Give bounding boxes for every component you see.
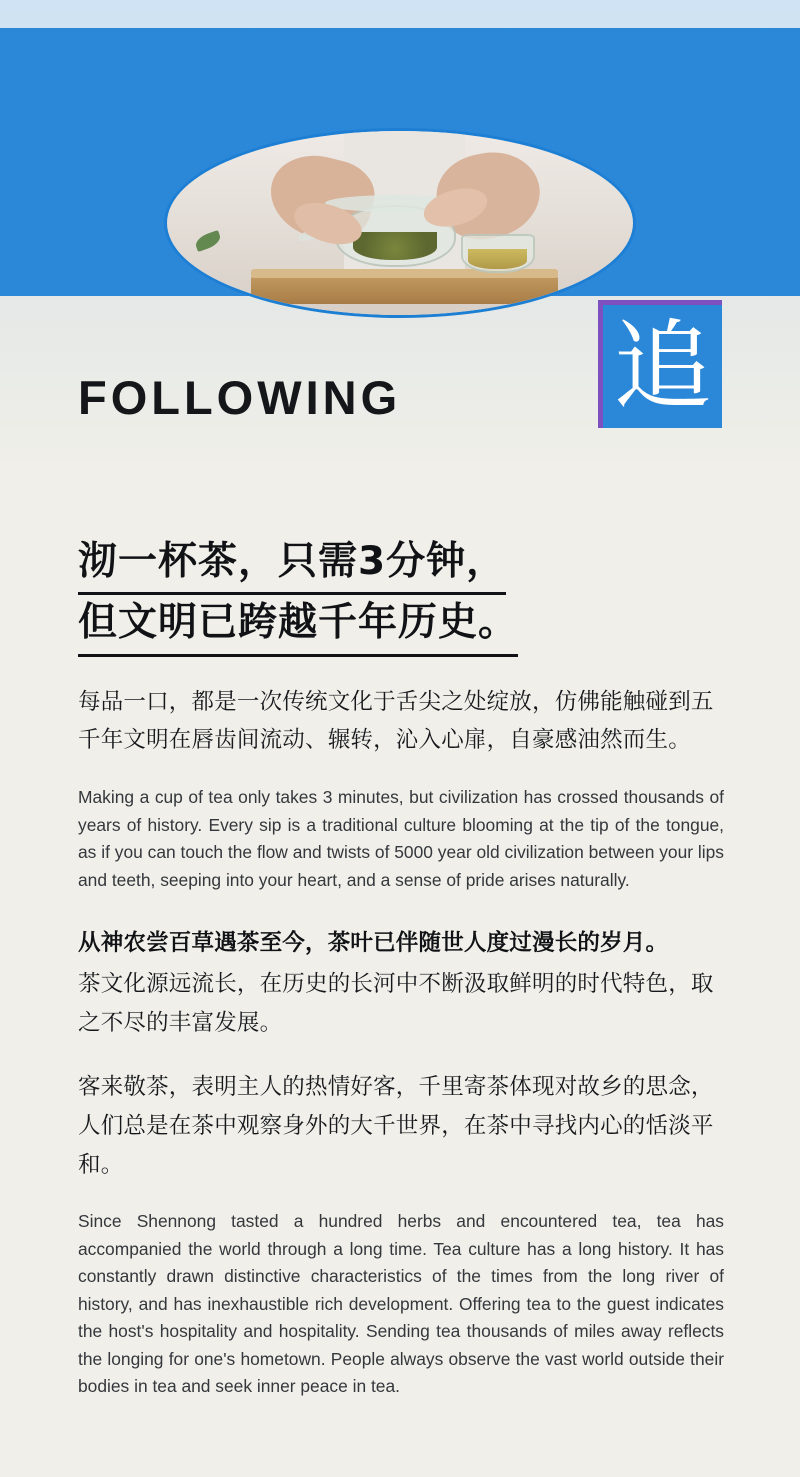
paragraph-en-intro: Making a cup of tea only takes 3 minutes, but civilization has crossed thousands of years of history. Every sip is a traditional culture blooming at the tip of the tongue, as if you can touch the flow and twists of 5000 year old civilization between your lips and teeth, seeping into your heart, and a sense of pride arises naturally. bbox=[78, 787, 724, 890]
cup-tea-liquid-shape bbox=[468, 249, 527, 268]
leaf-icon bbox=[193, 230, 222, 252]
header-graphic-band bbox=[0, 0, 800, 470]
wooden-tray-shape bbox=[251, 275, 559, 304]
kicker-following: FOLLOWING bbox=[78, 371, 402, 424]
tea-brew-shape bbox=[353, 232, 437, 260]
headline-line-2: 但文明已跨越千年历史。 bbox=[78, 595, 518, 656]
headline-line-1: 沏一杯茶，只需3分钟， bbox=[78, 534, 506, 595]
paragraph-cn-body-1: 茶文化源远流长，在历史的长河中不断汲取鲜明的时代特色，取之不尽的丰富发展。 bbox=[78, 970, 714, 1036]
page-title bbox=[78, 534, 724, 657]
paragraph-cn-body-2: 客来敬茶，表明主人的热情好客，千里寄茶体现对故乡的思念，人们总是在茶中观察身外的大千世界，在茶中寻找内心的恬淡平和。 bbox=[78, 1074, 714, 1178]
paragraph-en-body: Since Shennong tasted a hundred herbs and encountered tea, tea has accompanied the world through a long time. Tea culture has a long history. It has constantly drawn distinctive characteristics of the times from the long river of history, and has inexhaustible rich development. Offering tea to the guest indicates the host's hospitality and hospitality. Sending tea thousands of miles away reflects the longing for one's hometown. People always observe the vast world outside their bodies in tea and seek inner peace in tea. bbox=[78, 1211, 724, 1397]
paragraph-cn-intro: 每品一口，都是一次传统文化于舌尖之处绽放，仿佛能触碰到五千年文明在唇齿间流动、辗转，沁入心扉，自豪感油然而生。 bbox=[78, 688, 714, 754]
glass-cup-shape bbox=[461, 234, 536, 273]
tea-photo-image bbox=[167, 131, 633, 315]
paragraph-cn-bold-lead: 从神农尝百草遇茶至今，茶叶已伴随世人度过漫长的岁月。 bbox=[78, 930, 669, 957]
stamp-character-label: 追 bbox=[613, 309, 712, 424]
tea-photo-ellipse bbox=[164, 128, 636, 318]
chinese-character-stamp bbox=[598, 300, 722, 428]
article-content bbox=[78, 534, 724, 1401]
